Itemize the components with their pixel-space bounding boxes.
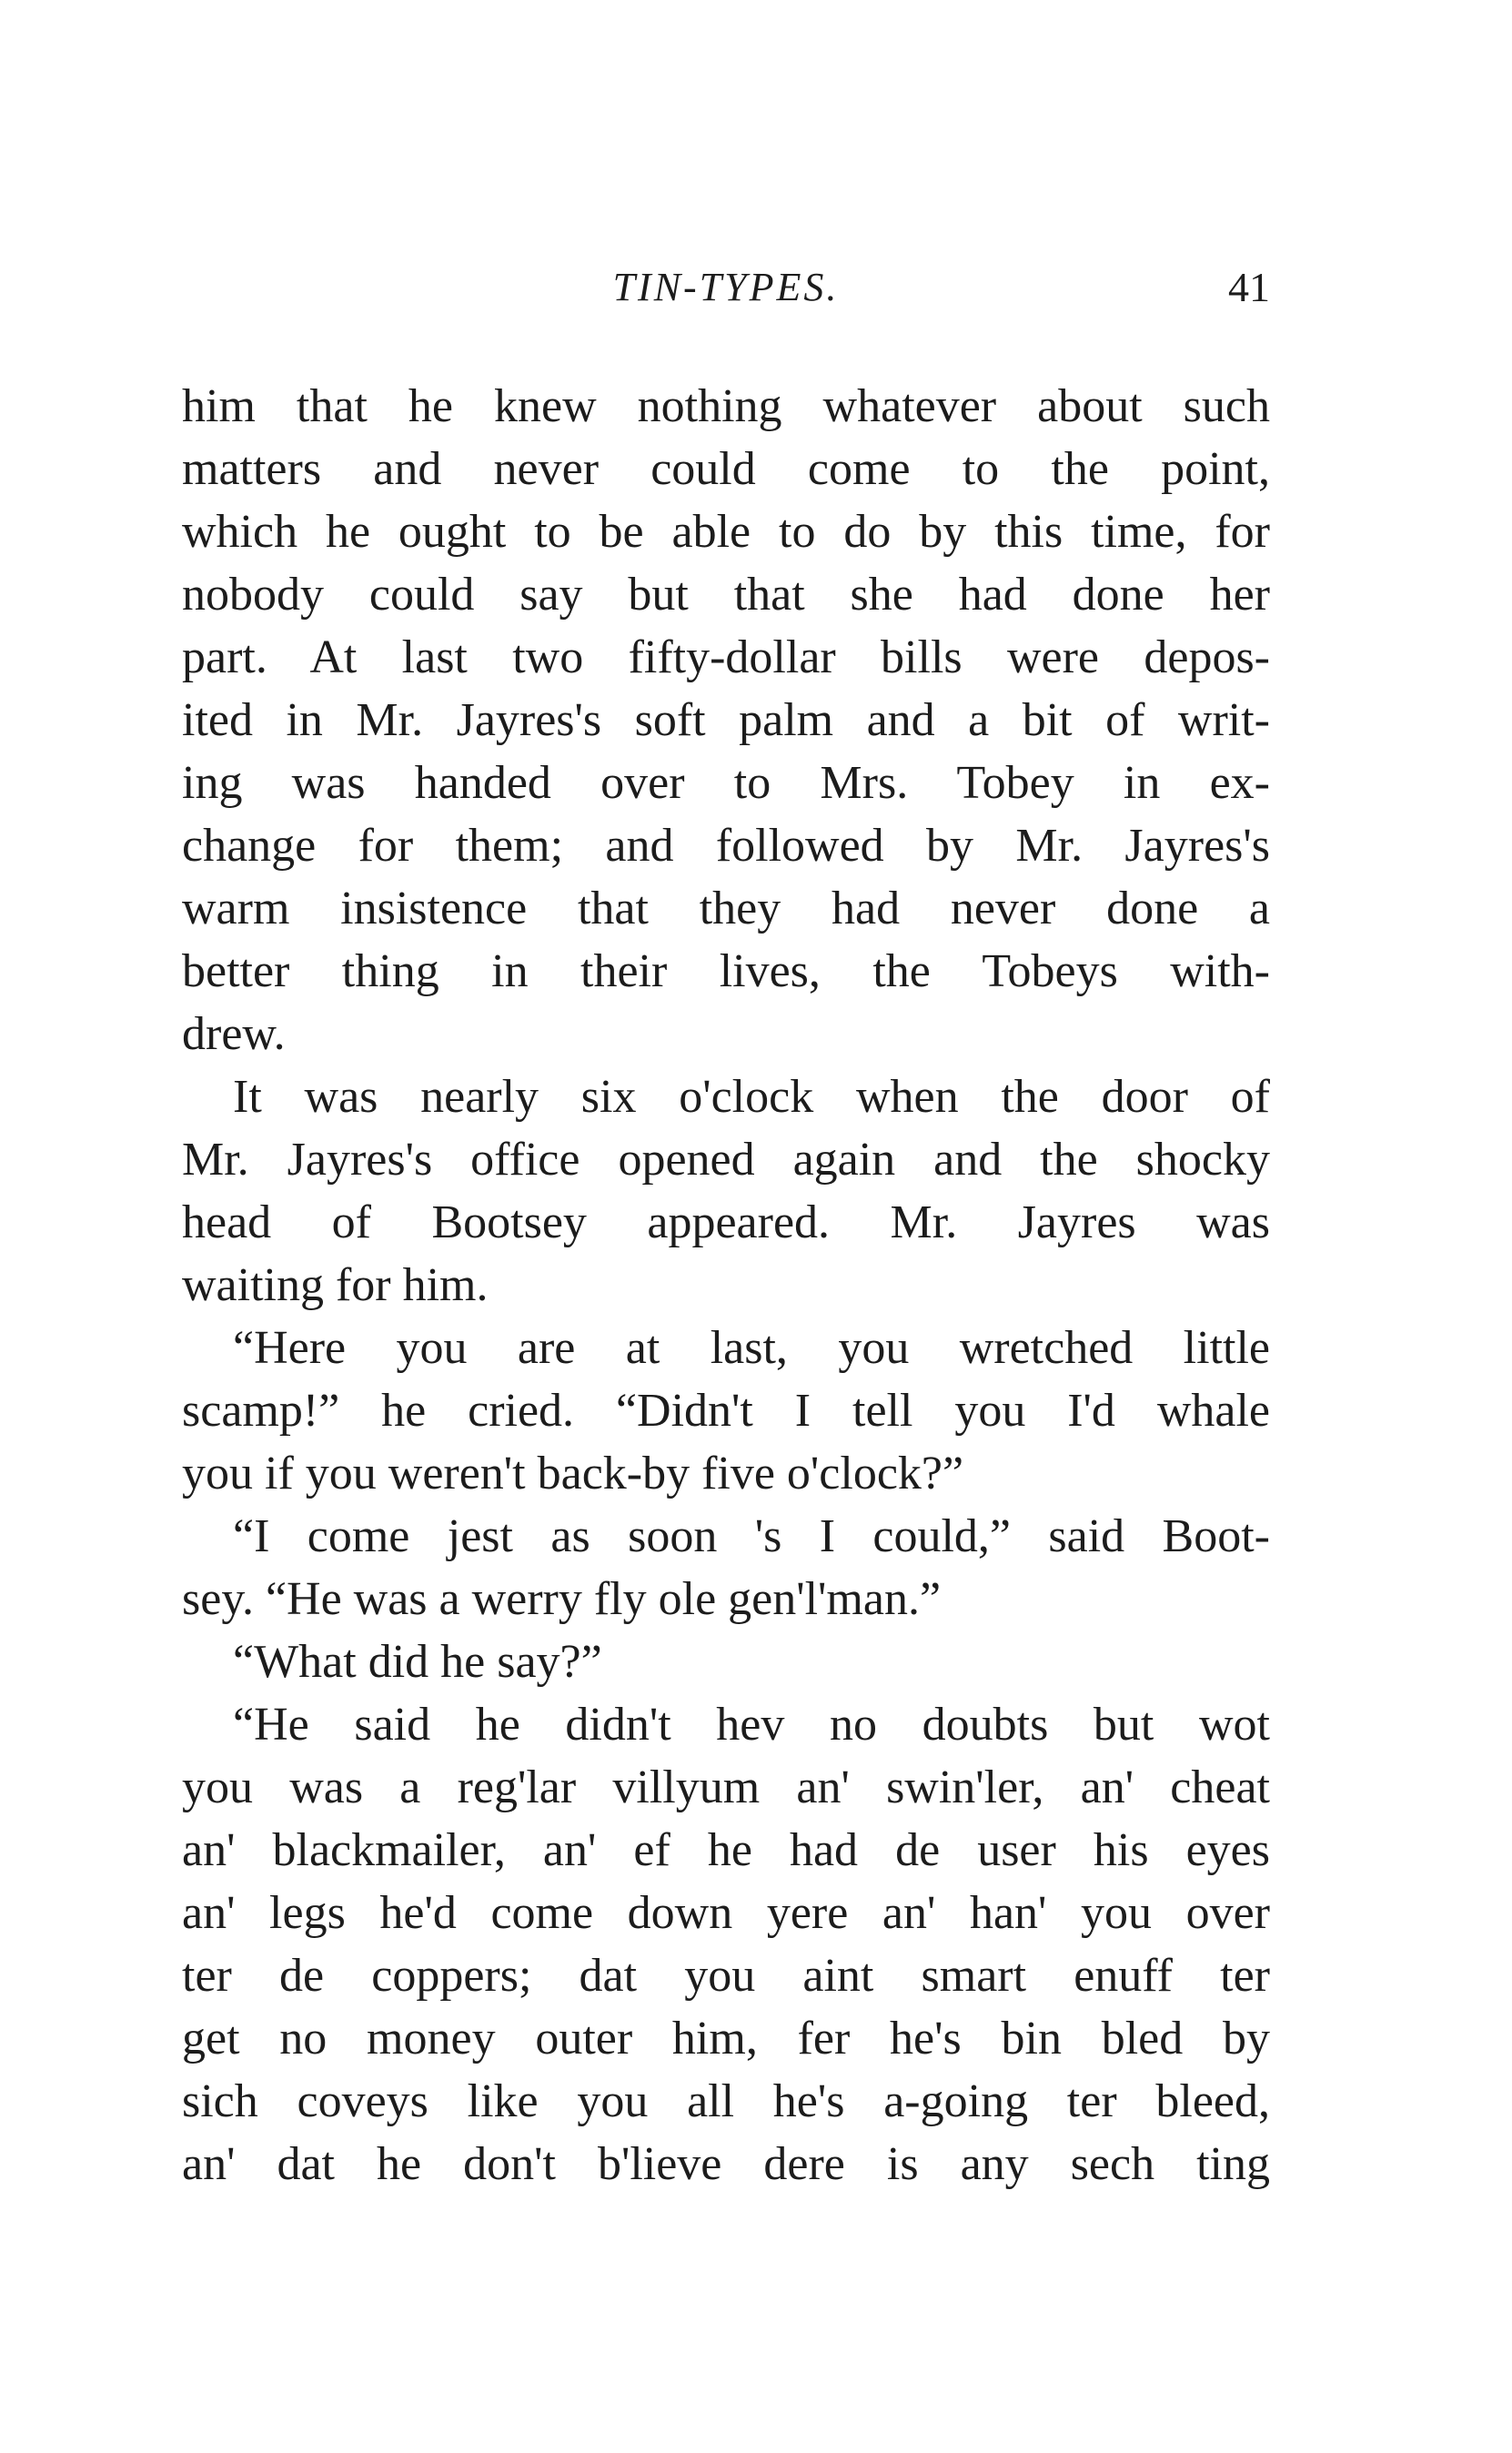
text-line: “He said he didn't hev no doubts but wot bbox=[233, 1699, 1270, 1751]
text-line: matters and never could come to the point, bbox=[182, 443, 1270, 495]
text-line: head of Bootsey appeared. Mr. Jayres was bbox=[182, 1196, 1270, 1248]
page-number: 41 bbox=[1228, 264, 1270, 310]
text-line: an' legs he'd come down yere an' han' you over bbox=[182, 1887, 1270, 1939]
text-line: waiting for him. bbox=[182, 1259, 489, 1311]
text-line: drew. bbox=[182, 1008, 286, 1060]
text-line: “What did he say?” bbox=[233, 1636, 602, 1688]
text-line: ing was handed over to Mrs. Tobey in ex- bbox=[182, 757, 1270, 809]
text-line: ited in Mr. Jayres's soft palm and a bit of writ- bbox=[182, 694, 1270, 746]
text-line: an' blackmailer, an' ef he had de user his eyes bbox=[182, 1824, 1270, 1876]
text-line: scamp!” he cried. “Didn't I tell you I'd whale bbox=[182, 1385, 1270, 1437]
running-head bbox=[182, 260, 1270, 315]
text-line: you if you weren't back-by five o'clock?” bbox=[182, 1448, 964, 1499]
text-line: “I come jest as soon 's I could,” said Boot- bbox=[233, 1510, 1270, 1562]
text-line: get no money outer him, fer he's bin bled by bbox=[182, 2013, 1270, 2064]
text-line: change for them; and followed by Mr. Jayres's bbox=[182, 820, 1270, 872]
text-line: warm insistence that they had never done a bbox=[182, 883, 1270, 934]
text-line: which he ought to be able to do by this time, for bbox=[182, 506, 1270, 558]
text-line: an' dat he don't b'lieve dere is any sech ting bbox=[182, 2138, 1270, 2190]
text-line: you was a reg'lar villyum an' swin'ler, an' cheat bbox=[182, 1762, 1270, 1813]
text-line: It was nearly six o'clock when the door of bbox=[233, 1071, 1270, 1123]
body-text bbox=[182, 375, 1270, 2196]
text-line: ter de coppers; dat you aint smart enuff ter bbox=[182, 1950, 1270, 2002]
text-line: “Here you are at last, you wretched little bbox=[233, 1322, 1270, 1374]
text-line: sey. “He was a werry fly ole gen'l'man.” bbox=[182, 1573, 942, 1625]
text-line: part. At last two fifty-dollar bills were depos- bbox=[182, 631, 1270, 683]
text-line: sich coveys like you all he's a-going ter bleed, bbox=[182, 2075, 1270, 2127]
text-line: Mr. Jayres's office opened again and the shocky bbox=[182, 1134, 1270, 1186]
running-title: TIN-TYPES. bbox=[612, 265, 840, 309]
text-line: him that he knew nothing whatever about such bbox=[182, 380, 1270, 432]
text-line: nobody could say but that she had done her bbox=[182, 569, 1270, 621]
text-line: better thing in their lives, the Tobeys with- bbox=[182, 945, 1270, 997]
